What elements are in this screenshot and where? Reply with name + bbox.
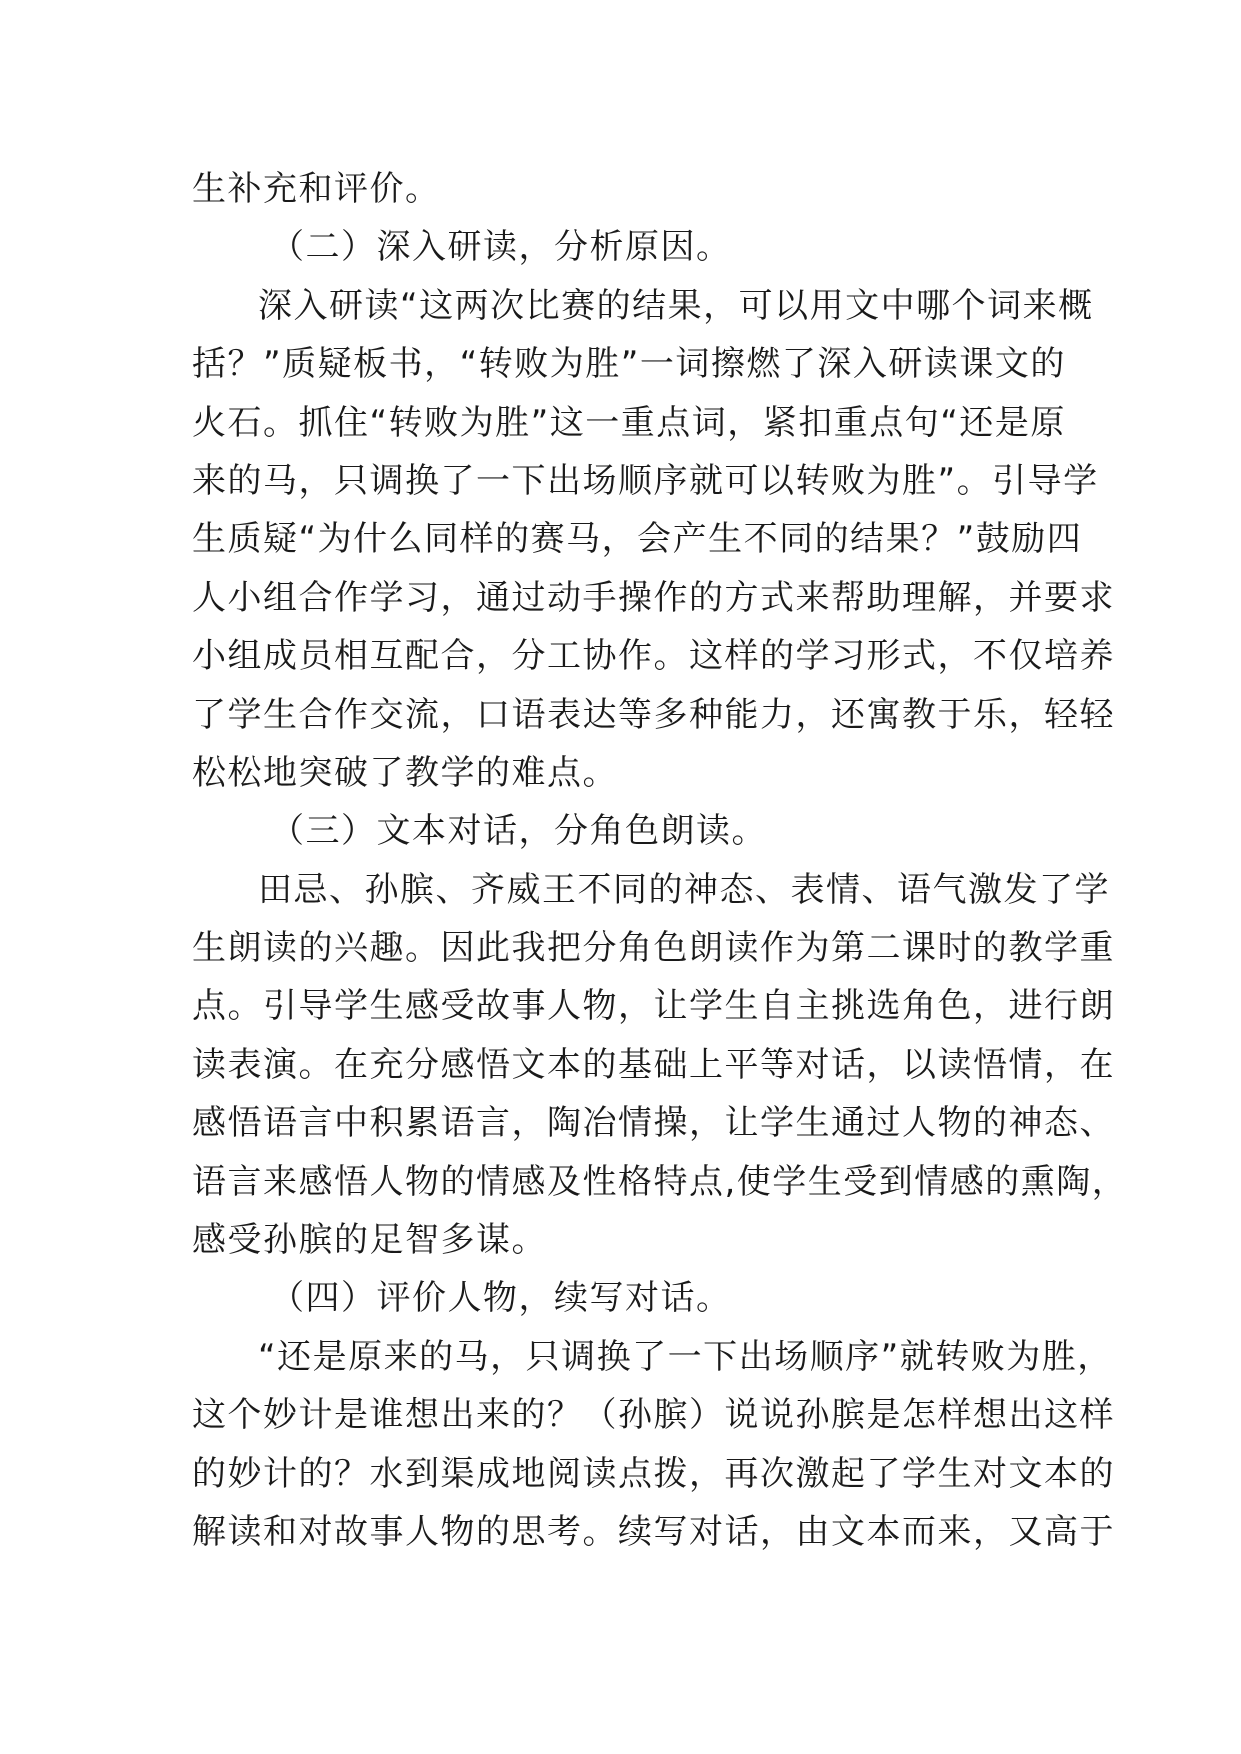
text-line: 火石。抓住“转败为胜”这一重点词，紧扣重点句“还是原 [192, 402, 1066, 443]
section-heading: （二）深入研读，分析原因。 [270, 227, 732, 268]
text-line: “还是原来的马，只调换了一下出场顺序”就转败为胜， [258, 1336, 1113, 1377]
text-line: 田忌、孙膑、齐威王不同的神态、表情、语气激发了学 [258, 869, 1110, 910]
text-line: 了学生合作交流，口语表达等多种能力，还寓教于乐，轻轻 [192, 694, 1115, 735]
text-line: 深入研读“这两次比赛的结果，可以用文中哪个词来概 [258, 285, 1094, 326]
text-line: 松松地突破了教学的难点。 [192, 752, 618, 793]
text-line: 这个妙计是谁想出来的？（孙膑）说说孙膑是怎样想出这样 [192, 1395, 1115, 1436]
body-text [192, 160, 1128, 1561]
text-line: 的妙计的？水到渠成地阅读点拨，再次激起了学生对文本的 [192, 1453, 1115, 1494]
text-line: 来的马，只调换了一下出场顺序就可以转败为胜”。引导学 [192, 460, 1099, 501]
text-line: 点。引导学生感受故事人物，让学生自主挑选角色，进行朗 [192, 986, 1115, 1027]
text-line: 人小组合作学习，通过动手操作的方式来帮助理解，并要求 [192, 577, 1115, 618]
section-heading: （三）文本对话，分角色朗读。 [270, 811, 767, 852]
text-line: 解读和对故事人物的思考。续写对话，由文本而来，又高于 [192, 1511, 1115, 1552]
text-line: 语言来感悟人物的情感及性格特点,使学生受到情感的熏陶， [192, 1161, 1128, 1202]
text-line: 生补充和评价。 [192, 169, 441, 209]
text-line: 感受孙膑的足智多谋。 [192, 1220, 547, 1261]
text-line: 小组成员相互配合，分工协作。这样的学习形式，不仅培养 [192, 636, 1115, 677]
text-line: 感悟语言中积累语言，陶冶情操，让学生通过人物的神态、 [192, 1103, 1115, 1144]
text-line: 生朗读的兴趣。因此我把分角色朗读作为第二课时的教学重 [192, 928, 1115, 969]
text-line: 括？”质疑板书，“转败为胜”一词擦燃了深入研读课文的 [192, 344, 1066, 385]
text-line: 生质疑“为什么同样的赛马，会产生不同的结果？”鼓励四 [192, 519, 1083, 560]
text-line: 读表演。在充分感悟文本的基础上平等对话，以读悟情，在 [192, 1044, 1115, 1085]
section-heading: （四）评价人物，续写对话。 [270, 1278, 732, 1319]
